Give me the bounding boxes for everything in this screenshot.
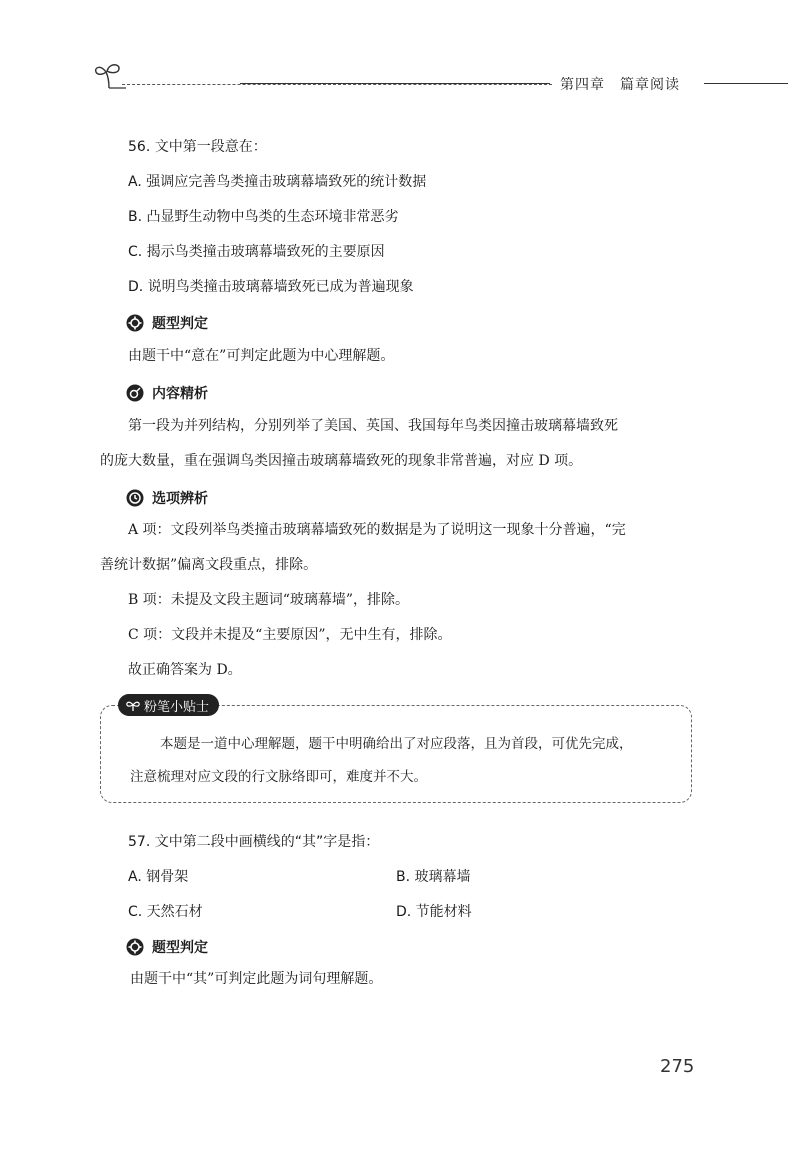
q56-content-heading: [126, 383, 208, 403]
q56-answer: 故正确答案为 D。: [128, 662, 242, 678]
q57-type-text: 由题干中“其”可判定此题为词句理解题。: [130, 971, 383, 987]
q56-analysis-line-1: A 项：文段列举鸟类撞击玻璃幕墙致死的数据是为了说明这一现象十分普遍，“完: [128, 522, 626, 538]
section-label: 选项辨析: [152, 491, 208, 507]
q57-stem: 57. 文中第二段中画横线的“其”字是指：: [128, 834, 380, 850]
tip-line-1: 本题是一道中心理解题，题干中明确给出了对应段落，且为首段，可优先完成，: [160, 736, 633, 752]
page-number: 275: [660, 1056, 695, 1077]
q56-option-c: C. 揭示鸟类撞击玻璃幕墙致死的主要原因: [128, 244, 385, 260]
gear-icon: [126, 938, 144, 956]
clock-icon: [126, 489, 144, 507]
chapter-title: 第四章 篇章阅读: [560, 77, 680, 93]
q57-option-d: D. 节能材料: [396, 904, 472, 920]
header-rule-left: [122, 84, 552, 85]
section-label: 题型判定: [152, 316, 208, 332]
tip-badge: [118, 694, 219, 716]
section-label: 内容精析: [152, 386, 208, 402]
q57-type-heading: [126, 937, 208, 957]
q57-option-c: C. 天然石材: [128, 904, 203, 920]
sprout-icon: [126, 699, 140, 711]
q56-content-line-1: 第一段为并列结构，分别列举了美国、英国、我国每年鸟类因撞击玻璃幕墙致死: [128, 418, 618, 434]
q56-analysis-line-4: C 项：文段并未提及“主要原因”，无中生有，排除。: [128, 627, 452, 643]
q56-option-d: D. 说明鸟类撞击玻璃幕墙致死已成为普遍现象: [128, 279, 414, 295]
q56-option-a: A. 强调应完善鸟类撞击玻璃幕墙致死的统计数据: [128, 174, 427, 190]
target-icon: [126, 384, 144, 402]
q57-option-a: A. 钢骨架: [128, 869, 189, 885]
gear-icon: [126, 314, 144, 332]
q56-option-b: B. 凸显野生动物中鸟类的生态环境非常恶劣: [128, 209, 399, 225]
tip-badge-label: 粉笔小贴士: [144, 699, 210, 715]
q56-analysis-line-2: 善统计数据”偏离文段重点，排除。: [100, 557, 318, 573]
q56-analysis-heading: [126, 488, 208, 508]
sprout-logo-icon: [92, 60, 126, 90]
q56-stem: 56. 文中第一段意在：: [128, 139, 267, 155]
q56-analysis-line-3: B 项：未提及文段主题词“玻璃幕墙”，排除。: [128, 592, 410, 608]
tip-box: [100, 705, 692, 803]
header-rule-left-solid: [240, 83, 550, 84]
q56-type-heading: [126, 313, 208, 333]
q56-content-line-2: 的庞大数量，重在强调鸟类因撞击玻璃幕墙致死的现象非常普遍，对应 D 项。: [100, 453, 583, 469]
q56-type-text: 由题干中“意在”可判定此题为中心理解题。: [128, 348, 395, 364]
section-label: 题型判定: [152, 940, 208, 956]
q57-option-b: B. 玻璃幕墙: [396, 869, 471, 885]
tip-line-2: 注意梳理对应文段的行文脉络即可，难度并不大。: [130, 769, 427, 785]
header-rule-right: [704, 83, 788, 84]
